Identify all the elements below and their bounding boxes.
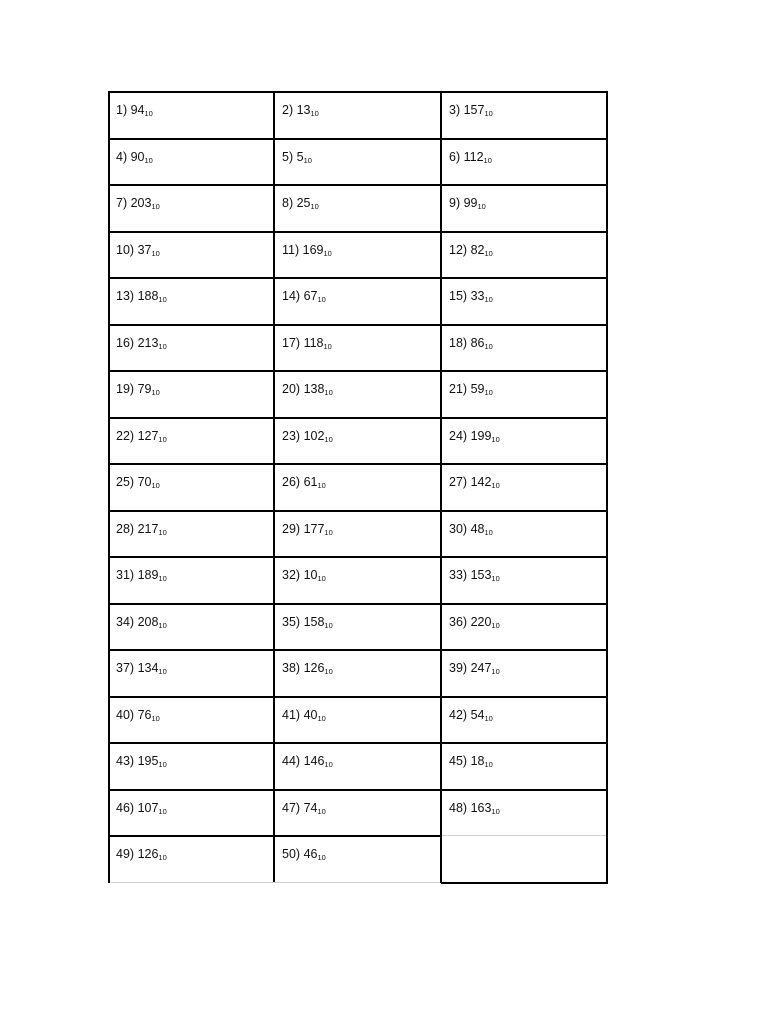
- problem-value: 118: [303, 335, 324, 350]
- problem-number: 8): [282, 196, 294, 210]
- problem-number: 19): [116, 382, 135, 396]
- base-subscript: 10: [317, 295, 326, 304]
- problem-cell: [108, 697, 274, 744]
- base-subscript: 10: [303, 155, 312, 165]
- table-rule: [108, 417, 608, 419]
- problem-number: 10): [116, 242, 135, 257]
- problem-number: 14): [282, 289, 301, 303]
- problem-cell: [274, 697, 441, 744]
- table-rule: [108, 231, 608, 233]
- base-subscript: 10: [491, 481, 500, 490]
- problem-value: 126: [303, 661, 325, 675]
- problem-value: 217: [137, 521, 159, 536]
- problem-value: 46: [303, 847, 318, 861]
- base-subscript: 10: [491, 667, 500, 676]
- base-subscript: 10: [324, 760, 333, 769]
- problem-cell: [441, 418, 608, 465]
- problem-value: 48: [470, 521, 485, 536]
- problem-value: 142: [470, 475, 492, 489]
- base-subscript: 10: [324, 388, 333, 397]
- base-subscript: 10: [323, 248, 332, 258]
- table-rule: [108, 277, 608, 279]
- table-rule: [273, 91, 275, 882]
- problem-cell: [441, 557, 608, 604]
- problem-value: 220: [470, 614, 492, 629]
- problem-cell: [274, 232, 441, 279]
- problem-cell: [274, 278, 441, 325]
- problem-value: 70: [137, 475, 152, 489]
- table-rule: [108, 603, 608, 605]
- problem-cell: [441, 650, 608, 697]
- problem-cell: [108, 790, 274, 837]
- problem-number: 38): [282, 661, 301, 675]
- base-subscript: 10: [310, 202, 319, 211]
- base-subscript: 10: [484, 388, 493, 397]
- base-subscript: 10: [491, 574, 500, 583]
- base-subscript: 10: [484, 713, 493, 723]
- problem-cell: [274, 92, 441, 139]
- problem-number: 25): [116, 475, 135, 489]
- base-subscript: 10: [491, 434, 500, 444]
- base-subscript: 10: [324, 434, 333, 444]
- problem-cell: [108, 650, 274, 697]
- problem-cell: [441, 464, 608, 511]
- problem-number: 36): [449, 614, 468, 629]
- problem-number: 2): [282, 103, 294, 117]
- problem-number: 35): [282, 614, 301, 629]
- problem-cell: [274, 185, 441, 232]
- problem-cell: [441, 604, 608, 651]
- problem-number: 45): [449, 754, 468, 768]
- problem-cell: [108, 232, 274, 279]
- base-subscript: 10: [317, 806, 326, 816]
- base-subscript: 10: [491, 806, 500, 816]
- problem-number: 24): [449, 428, 468, 443]
- problem-cell: [274, 790, 441, 837]
- problem-number: 23): [282, 428, 301, 443]
- base-subscript: 10: [484, 341, 493, 351]
- problem-cell: [274, 836, 441, 883]
- problem-cell: [274, 650, 441, 697]
- problem-number: 13): [116, 289, 135, 303]
- problem-number: 17): [282, 335, 301, 350]
- base-subscript: 10: [151, 248, 160, 258]
- base-subscript: 10: [324, 667, 333, 676]
- problem-value: 146: [303, 754, 325, 768]
- problem-number: 31): [116, 568, 135, 582]
- problem-value: 25: [296, 196, 311, 210]
- base-subscript: 10: [158, 667, 167, 676]
- problem-value: 61: [303, 475, 318, 489]
- table-rule: [108, 882, 441, 883]
- base-subscript: 10: [144, 155, 153, 165]
- problem-value: 59: [470, 382, 485, 396]
- problem-value: 18: [470, 754, 485, 768]
- problem-cell: [274, 743, 441, 790]
- base-subscript: 10: [144, 109, 153, 118]
- problem-number: 18): [449, 335, 468, 350]
- problem-number: 4): [116, 149, 128, 164]
- problem-number: 15): [449, 289, 468, 303]
- problem-value: 99: [463, 196, 478, 210]
- problem-cell: [108, 604, 274, 651]
- problem-cell: [108, 511, 274, 558]
- problem-number: 20): [282, 382, 301, 396]
- table-rule: [108, 91, 110, 883]
- base-subscript: 10: [491, 620, 500, 630]
- problem-value: 13: [296, 103, 311, 117]
- table-rule: [440, 91, 442, 883]
- base-subscript: 10: [323, 341, 332, 351]
- problem-number: 5): [282, 149, 294, 164]
- table-rule: [606, 91, 608, 883]
- problem-value: 208: [137, 614, 159, 629]
- problem-number: 26): [282, 475, 301, 489]
- problem-number: 43): [116, 754, 135, 768]
- problem-value: 79: [137, 382, 152, 396]
- base-subscript: 10: [477, 202, 486, 211]
- problem-value: 37: [137, 242, 152, 257]
- base-subscript: 10: [324, 527, 333, 537]
- problem-value: 127: [137, 428, 159, 443]
- table-rule: [108, 370, 608, 372]
- base-subscript: 10: [151, 388, 160, 397]
- problem-cell: [274, 371, 441, 418]
- problem-number: 21): [449, 382, 468, 396]
- base-subscript: 10: [158, 527, 167, 537]
- problem-cell: [108, 278, 274, 325]
- problem-number: 41): [282, 707, 301, 722]
- base-subscript: 10: [317, 574, 326, 583]
- problem-value: 157: [463, 103, 485, 117]
- problem-cell: [441, 325, 608, 372]
- table-rule: [108, 138, 608, 140]
- problem-number: 49): [116, 847, 135, 861]
- problem-number: 32): [282, 568, 301, 582]
- problem-cell: [274, 604, 441, 651]
- problem-value: 138: [303, 382, 325, 396]
- problem-number: 33): [449, 568, 468, 582]
- problem-cell: [274, 139, 441, 186]
- base-subscript: 10: [324, 620, 333, 630]
- problem-cell: [441, 371, 608, 418]
- problem-number: 46): [116, 800, 135, 815]
- problem-number: 47): [282, 800, 301, 815]
- base-subscript: 10: [317, 853, 326, 862]
- base-subscript: 10: [484, 760, 493, 769]
- table-rule: [108, 510, 608, 512]
- problem-value: 134: [137, 661, 159, 675]
- problem-cell: [441, 232, 608, 279]
- problem-table: [108, 92, 608, 884]
- base-subscript: 10: [484, 109, 493, 118]
- problem-value: 189: [137, 568, 159, 582]
- problem-value: 10: [303, 568, 318, 582]
- problem-value: 102: [303, 428, 325, 443]
- problem-number: 28): [116, 521, 135, 536]
- base-subscript: 10: [151, 713, 160, 723]
- table-rule: [108, 789, 608, 791]
- problem-cell: [441, 139, 608, 186]
- problem-number: 37): [116, 661, 135, 675]
- problem-value: 203: [130, 196, 152, 210]
- problem-number: 7): [116, 196, 128, 210]
- base-subscript: 10: [158, 341, 167, 351]
- base-subscript: 10: [158, 853, 167, 862]
- table-rule: [441, 835, 608, 836]
- problem-value: 74: [303, 800, 318, 815]
- base-subscript: 10: [317, 713, 326, 723]
- table-rule: [108, 696, 608, 698]
- problem-value: 188: [137, 289, 159, 303]
- problem-cell: [441, 278, 608, 325]
- problem-cell: [441, 185, 608, 232]
- problem-value: 112: [463, 149, 484, 164]
- problem-value: 213: [137, 335, 159, 350]
- problem-number: 9): [449, 196, 461, 210]
- problem-number: 12): [449, 242, 468, 257]
- base-subscript: 10: [310, 109, 319, 118]
- problem-cell: [108, 92, 274, 139]
- problem-number: 44): [282, 754, 301, 768]
- problem-cell: [274, 418, 441, 465]
- problem-value: 169: [302, 242, 324, 257]
- problem-value: 247: [470, 661, 492, 675]
- problem-cell: [274, 325, 441, 372]
- problem-cell: [108, 557, 274, 604]
- base-subscript: 10: [484, 248, 493, 258]
- problem-cell: [441, 790, 608, 837]
- base-subscript: 10: [484, 527, 493, 537]
- problem-cell: [108, 325, 274, 372]
- problem-number: 48): [449, 800, 468, 815]
- problem-value: 195: [137, 754, 159, 768]
- base-subscript: 10: [158, 806, 167, 816]
- problem-number: 34): [116, 614, 135, 629]
- problem-value: 199: [470, 428, 492, 443]
- base-subscript: 10: [317, 481, 326, 490]
- base-subscript: 10: [151, 202, 160, 211]
- base-subscript: 10: [151, 481, 160, 490]
- base-subscript: 10: [158, 574, 167, 583]
- problem-cell: [441, 511, 608, 558]
- problem-number: 11): [282, 242, 300, 257]
- base-subscript: 10: [158, 434, 167, 444]
- base-subscript: 10: [484, 295, 493, 304]
- table-rule: [108, 184, 608, 186]
- problem-cell: [274, 464, 441, 511]
- problem-value: 126: [137, 847, 159, 861]
- problem-cell: [108, 418, 274, 465]
- problem-value: 40: [303, 707, 318, 722]
- problem-cell: [274, 557, 441, 604]
- problem-value: 163: [470, 800, 492, 815]
- problem-number: 16): [116, 335, 135, 350]
- problem-cell: [108, 836, 274, 883]
- problem-number: 50): [282, 847, 301, 861]
- problem-cell: [108, 371, 274, 418]
- problem-number: 1): [116, 103, 128, 117]
- problem-number: 3): [449, 103, 461, 117]
- table-rule: [108, 649, 608, 651]
- base-subscript: 10: [483, 155, 492, 165]
- problem-number: 29): [282, 521, 301, 536]
- problem-value: 33: [470, 289, 485, 303]
- problem-value: 153: [470, 568, 492, 582]
- table-rule: [108, 742, 608, 744]
- base-subscript: 10: [158, 620, 167, 630]
- problem-value: 5: [296, 149, 304, 164]
- problem-number: 6): [449, 149, 461, 164]
- table-rule: [108, 91, 608, 93]
- problem-number: 42): [449, 707, 468, 722]
- table-rule: [108, 463, 608, 465]
- problem-cell: [441, 92, 608, 139]
- problem-number: 22): [116, 428, 135, 443]
- problem-cell: [108, 743, 274, 790]
- problem-value: 158: [303, 614, 325, 629]
- table-rule: [441, 882, 608, 884]
- table-rule: [108, 556, 608, 558]
- problem-cell: [441, 743, 608, 790]
- problem-number: 27): [449, 475, 468, 489]
- problem-cell: [108, 139, 274, 186]
- problem-value: 67: [303, 289, 318, 303]
- problem-value: 107: [137, 800, 159, 815]
- problem-cell: [274, 511, 441, 558]
- problem-number: 40): [116, 707, 135, 722]
- problem-value: 177: [303, 521, 325, 536]
- problem-number: 30): [449, 521, 468, 536]
- problem-value: 82: [470, 242, 485, 257]
- base-subscript: 10: [158, 295, 167, 304]
- problem-cell: [108, 464, 274, 511]
- problem-value: 76: [137, 707, 152, 722]
- table-rule: [108, 324, 608, 326]
- problem-value: 54: [470, 707, 485, 722]
- base-subscript: 10: [158, 760, 167, 769]
- problem-cell: [108, 185, 274, 232]
- problem-value: 86: [470, 335, 485, 350]
- problem-number: 39): [449, 661, 468, 675]
- problem-cell: [441, 697, 608, 744]
- problem-value: 94: [130, 103, 145, 117]
- problem-value: 90: [130, 149, 145, 164]
